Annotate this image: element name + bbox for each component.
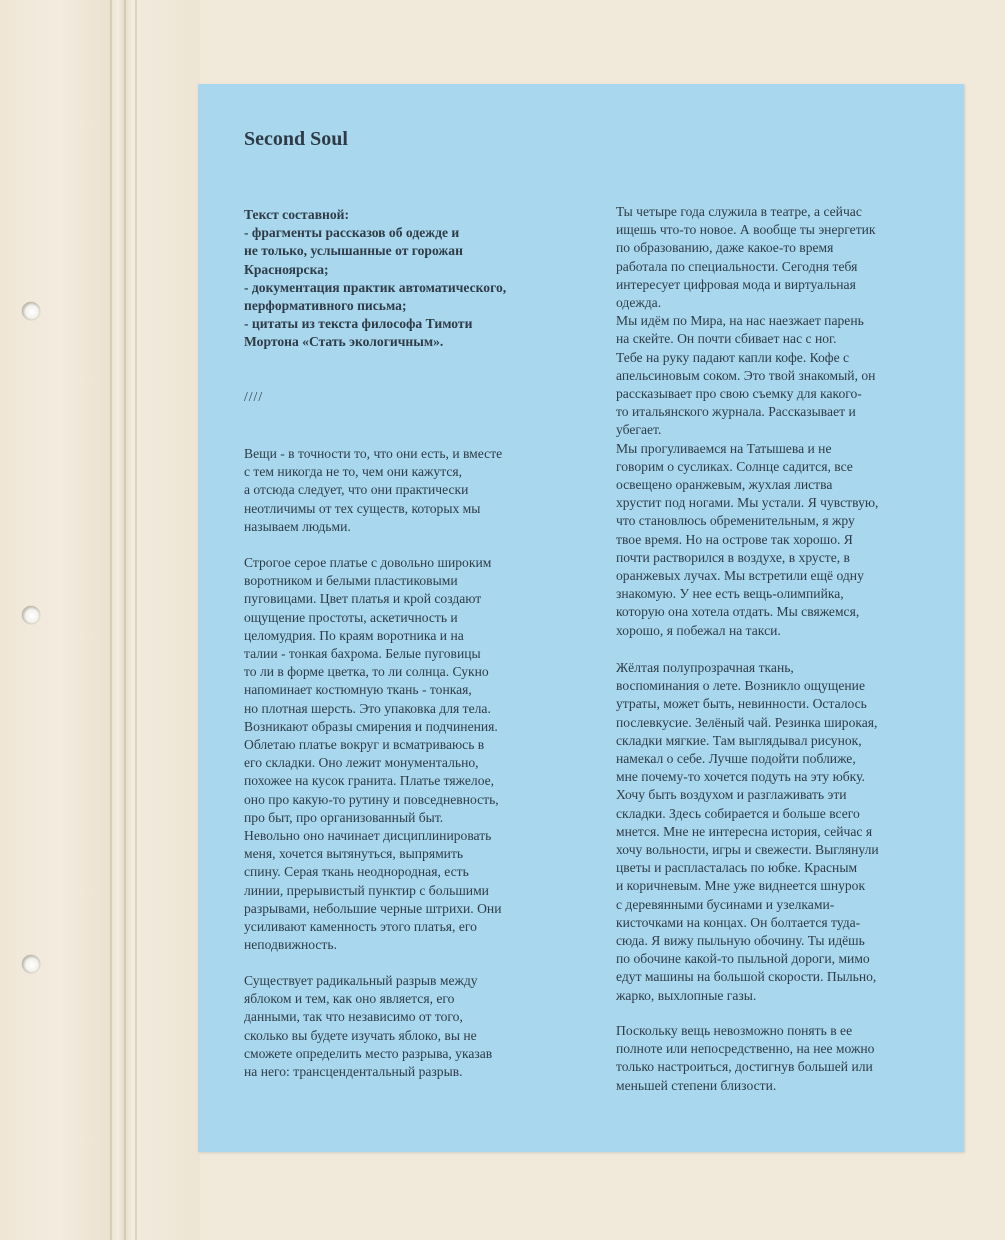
text-line: хрустит под ногами. Мы устали. Я чувствую, (616, 495, 879, 511)
text-line: мнется. Мне не интересна история, сейчас я (616, 823, 873, 839)
text-line: не только, услышанные от горожан (244, 243, 463, 259)
text-line: цветы и распласталась по юбке. Красным (616, 860, 858, 876)
text-line: убегает. (616, 422, 662, 438)
text-line: рассказывает про свою съемку для какого- (616, 386, 862, 402)
blue-text-sheet (198, 84, 964, 1152)
text-line: сколько вы будете изучать яблоко, вы не (244, 1027, 477, 1043)
text-line: но плотная шерсть. Это упаковка для тела. (244, 700, 491, 716)
text-line: разрывами, небольшие черные штрихи. Они (244, 900, 502, 916)
text-line: по обочине какой-то пыльной дороги, мимо (616, 951, 870, 967)
paragraph (616, 203, 936, 640)
text-line: меньшей степени близости. (616, 1077, 777, 1093)
text-line: Вещи - в точности то, что они есть, и вместе (244, 446, 503, 461)
text-line: ощущение простоты, аскетичность и (244, 609, 458, 625)
text-line: на него: трансцендентальный разрыв. (244, 1064, 463, 1080)
text-line: мне почему-то хочется подуть на эту юбку. (616, 769, 865, 785)
text-line: с деревянными бусинами и узелками- (616, 896, 835, 912)
text-line: только настроиться, достигнув большей или (616, 1059, 873, 1075)
text-line: Красноярска; (244, 261, 329, 277)
text-line: Поскольку вещь невозможно понять в ее (616, 1023, 853, 1038)
section-separator: //// (244, 389, 264, 404)
text-line: его складки. Оно лежит монументально, (244, 755, 479, 771)
text-line: про быт, про организованный быт. (244, 809, 444, 825)
text-line: целомудрия. По краям воротника и на (244, 627, 464, 643)
text-line: которую она хотела отдать. Мы свяжемся, (616, 604, 860, 620)
text-line: работала по специальности. Сегодня тебя (616, 258, 858, 274)
text-line: знакомую. У нее есть вещь-олимпийка, (616, 586, 844, 602)
spine-fold-line (124, 0, 126, 1240)
text-line: Возникают образы смирения и подчинения. (244, 718, 498, 734)
text-line: что становлюсь обременительным, я жру (616, 513, 855, 529)
text-line: усиливают каменность этого платья, его (244, 919, 477, 935)
text-line: апельсиновым соком. Это твой знакомый, он (616, 367, 876, 383)
text-line: пуговицами. Цвет платья и крой создают (244, 591, 482, 607)
text-line: Невольно оно начинает дисциплинировать (244, 828, 492, 844)
text-line: напоминает костюмную ткань - тонкая, (244, 682, 472, 698)
punch-hole (22, 606, 40, 624)
paragraph (616, 659, 936, 1005)
text-line: намекал о себе. Лучше подойти поближе, (616, 751, 856, 767)
text-line: хочу вольности, игры и свежести. Выглянули (616, 842, 879, 858)
text-line: похожее на кусок гранита. Платье тяжелое, (244, 773, 495, 789)
binder-spine (0, 0, 200, 1240)
text-line: оранжевых лучах. Мы встретили ещё одну (616, 568, 864, 584)
text-line: яблоком и тем, как оно является, его (244, 991, 455, 1007)
text-line: Облетаю платье вокруг и всматриваюсь в (244, 737, 485, 753)
text-line: перформативного письма; (244, 298, 407, 314)
punch-hole (22, 302, 40, 320)
text-line: едут машины на большой скорости. Пыльно, (616, 969, 877, 985)
text-line: Ты четыре года служила в театре, а сейчас (616, 204, 862, 219)
text-line: Существует радикальный разрыв между (244, 973, 478, 988)
spine-fold-line (135, 0, 137, 1240)
text-line: почти растворился в воздухе, в хрусте, в (616, 549, 850, 565)
text-line: воспоминания о лете. Возникло ощущение (616, 678, 865, 694)
text-line: твое время. Но на острове так хорошо. Я (616, 531, 853, 547)
paragraph (244, 445, 554, 536)
text-line: а отсюда следует, что они практически (244, 482, 469, 498)
text-line: хорошо, я побежал на такси. (616, 622, 781, 638)
text-line: по образованию, даже какое-то время (616, 240, 834, 256)
page-title: Second Soul (244, 128, 348, 150)
text-line: оно про какую-то рутину и повседневность, (244, 791, 499, 807)
text-line: талии - тонкая бахрома. Белые пуговицы (244, 646, 481, 662)
text-line: на скейте. Он почти сбивает нас с ног. (616, 331, 837, 347)
text-line: утраты, может быть, невинности. Осталось (616, 696, 867, 712)
spine-fold-line (110, 0, 112, 1240)
paragraph (244, 554, 554, 954)
text-line: одежда. (616, 295, 662, 311)
text-line: складки мягкие. Там выглядывал рисунок, (616, 732, 862, 748)
intro-block (244, 206, 554, 352)
text-line: линии, прерывистый пунктир с большими (244, 882, 489, 898)
text-line: сможете определить место разрыва, указав (244, 1045, 493, 1061)
text-line: ищешь что-то новое. А вообще ты энергетик (616, 222, 876, 238)
text-line: Мортона «Стать экологичным». (244, 334, 444, 350)
text-line: Мы идём по Мира, на нас наезжает парень (616, 313, 864, 329)
text-line: - фрагменты рассказов об одежде и (244, 225, 460, 241)
text-line: полноте или непосредственно, на нее можно (616, 1041, 875, 1057)
text-line: Тебе на руку падают капли кофе. Кофе с (616, 349, 850, 365)
text-line: данными, так что независимо от того, (244, 1009, 463, 1025)
text-line: складки. Здесь собирается и больше всего (616, 805, 860, 821)
text-line: послевкусие. Зелёный чай. Резинка широкая, (616, 714, 878, 730)
text-line: меня, хочется вытянуться, выпрямить (244, 846, 464, 862)
text-line: Мы прогуливаемся на Татышева и не (616, 440, 832, 456)
text-line: Текст составной: (244, 207, 350, 222)
text-line: сюда. Я вижу пыльную обочину. Ты идёшь (616, 933, 865, 949)
text-line: говорим о сусликах. Солнце садится, все (616, 458, 853, 474)
text-line: Строгое серое платье с довольно широким (244, 555, 492, 570)
paragraph (616, 1022, 936, 1095)
text-line: воротником и белыми пластиковыми (244, 573, 458, 589)
text-line: с тем никогда не то, чем они кажутся, (244, 464, 463, 480)
text-line: называем людьми. (244, 518, 351, 534)
text-line: Хочу быть воздухом и разглаживать эти (616, 787, 847, 803)
text-line: то итальянского журнала. Рассказывает и (616, 404, 856, 420)
text-line: неподвижность. (244, 937, 337, 953)
text-line: интересует цифровая мода и виртуальная (616, 276, 856, 292)
text-line: - цитаты из текста философа Тимоти (244, 316, 473, 332)
text-line: Жёлтая полупрозрачная ткань, (616, 660, 794, 675)
text-line: освещено оранжевым, жухлая листва (616, 477, 833, 493)
text-line: то ли в форме цветка, то ли солнца. Сукно (244, 664, 489, 680)
text-line: неотличимы от тех существ, которых мы (244, 500, 481, 516)
text-line: спину. Серая ткань неоднородная, есть (244, 864, 469, 880)
paragraph (244, 972, 554, 1081)
text-line: - документация практик автоматического, (244, 279, 507, 295)
text-line: и коричневым. Мне уже виднеется шнурок (616, 878, 866, 894)
text-line: кисточками на концах. Он болтается туда- (616, 914, 861, 930)
text-line: жарко, выхлопные газы. (616, 987, 757, 1003)
punch-hole (22, 955, 40, 973)
